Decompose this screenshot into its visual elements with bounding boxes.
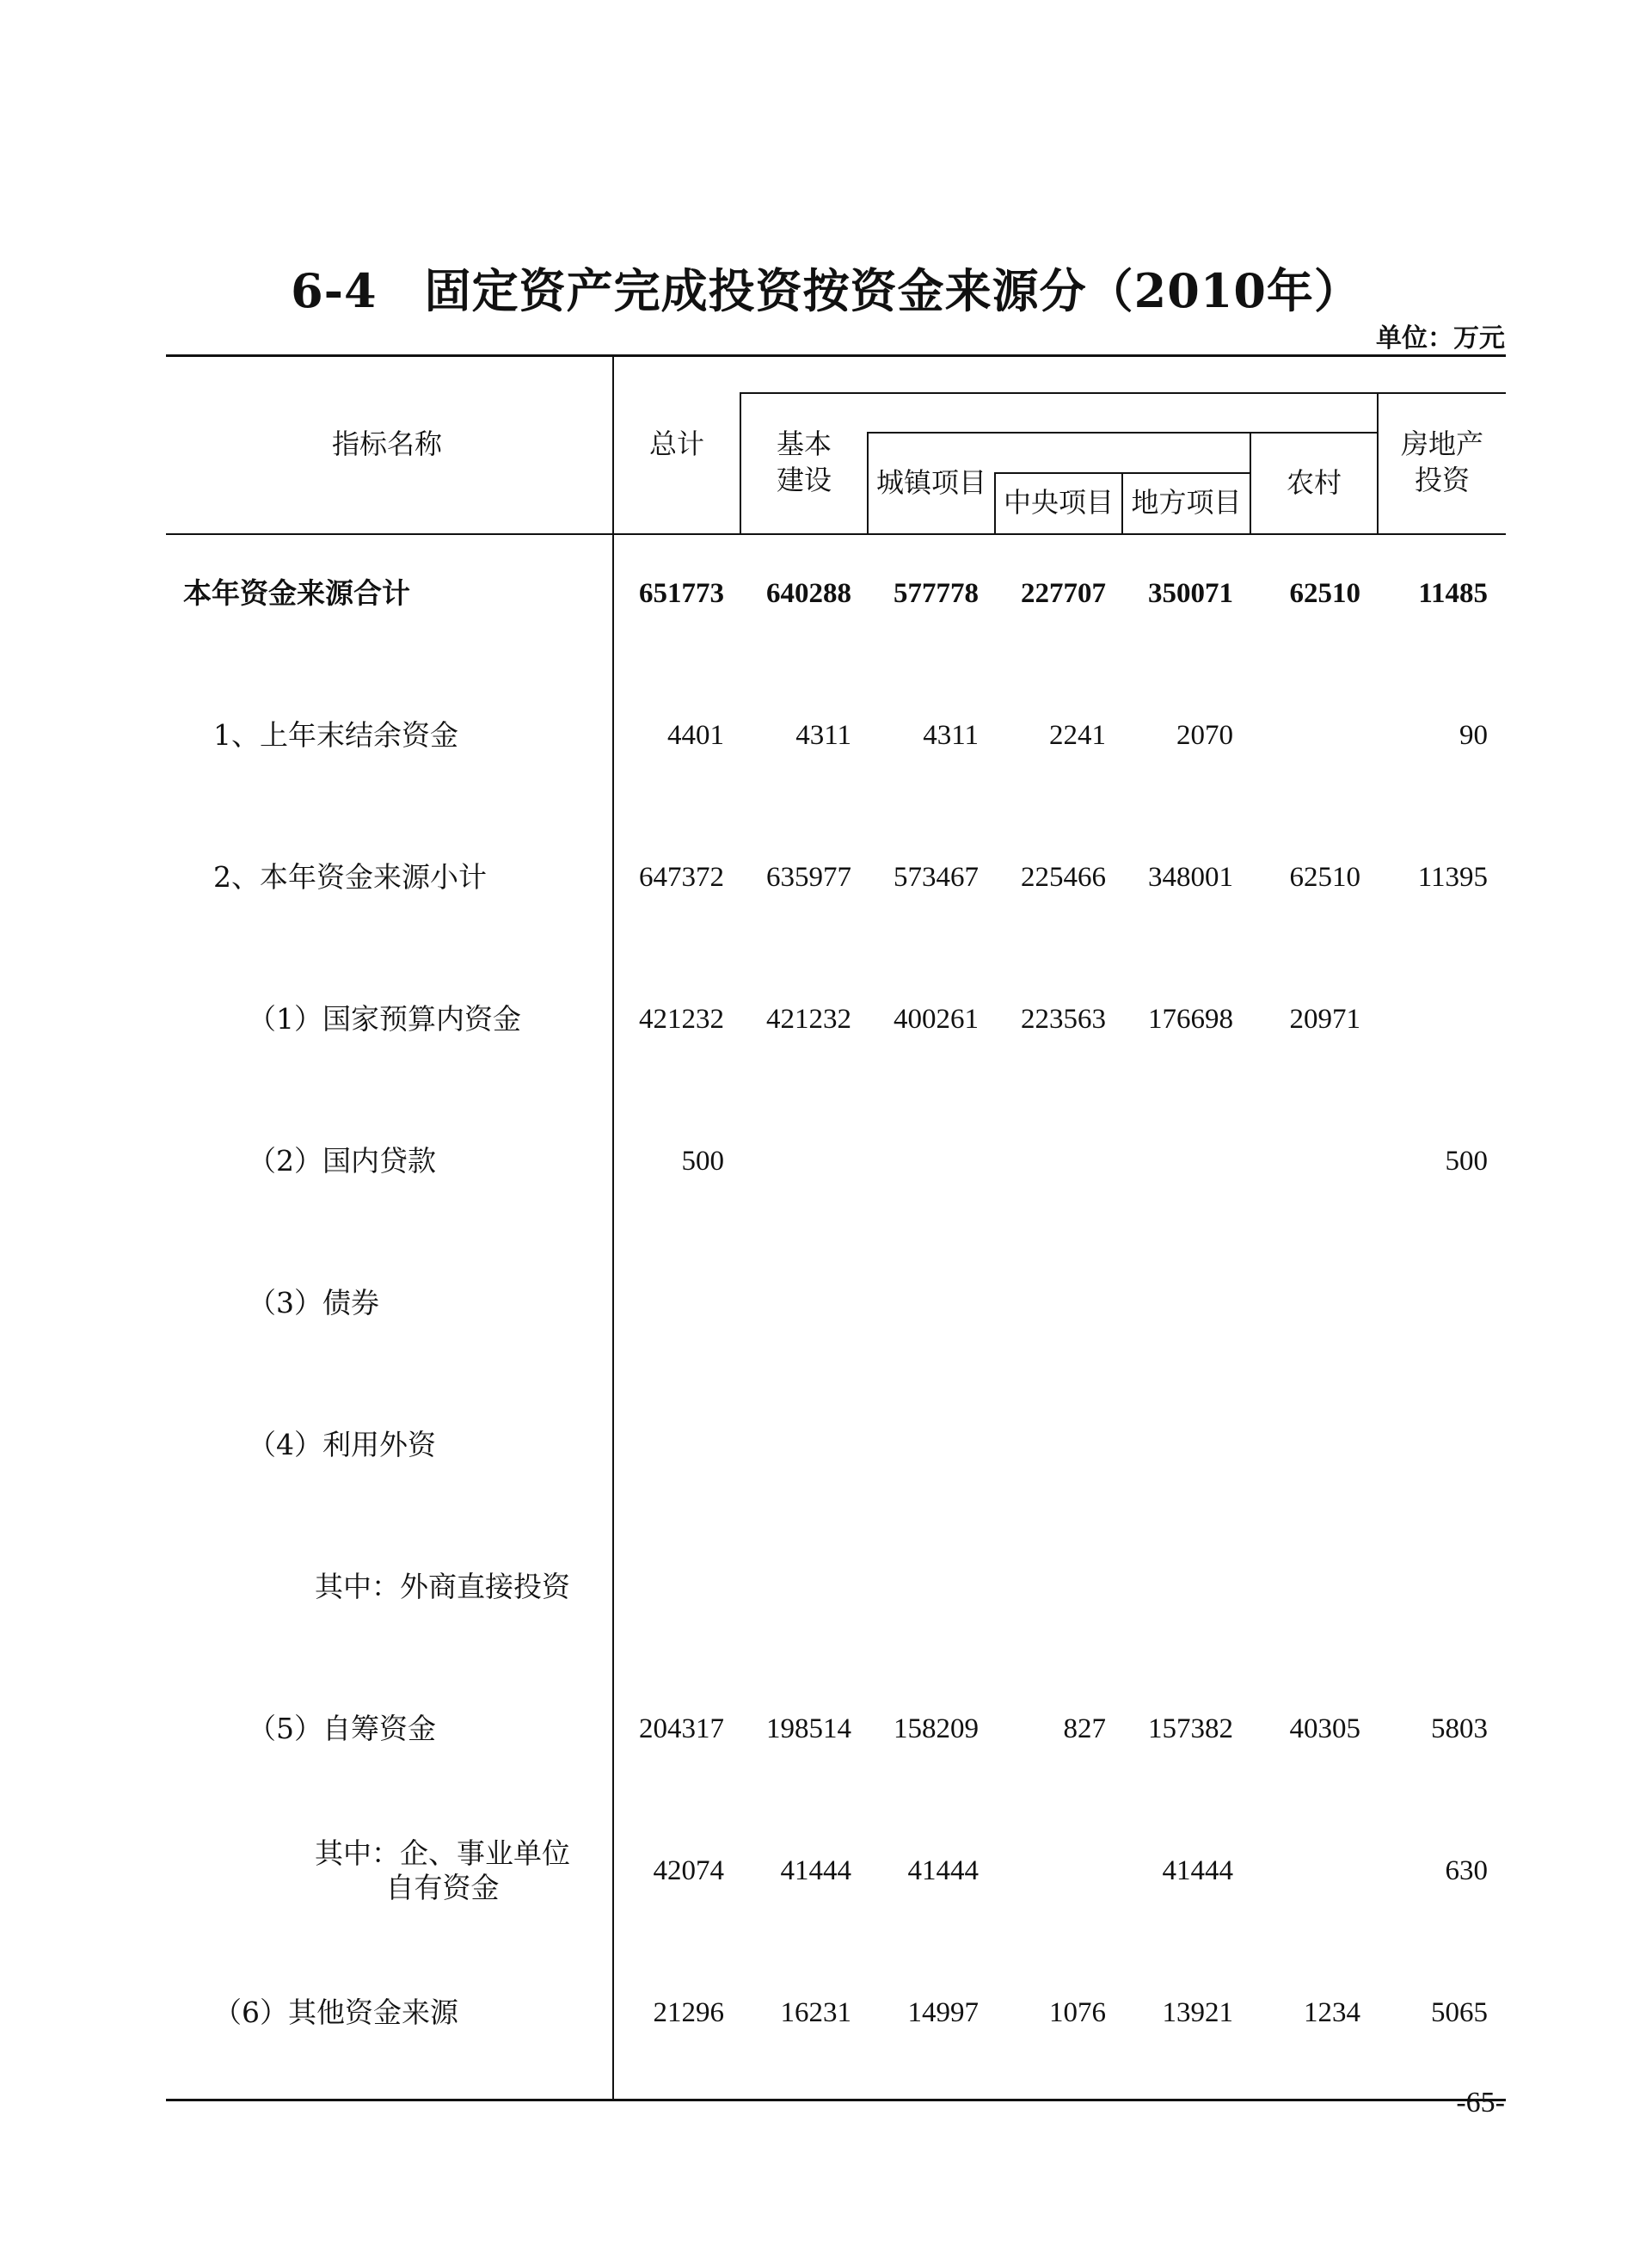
row-value: 500 bbox=[681, 1146, 724, 1177]
row-value: 40305 bbox=[1289, 1713, 1360, 1744]
row-label: 其中：企、事业单位 自有资金 bbox=[315, 1836, 570, 1904]
row-value: 11485 bbox=[1418, 578, 1488, 609]
row-label: （5）自筹资金 bbox=[248, 1712, 436, 1745]
row-value: 225466 bbox=[1021, 862, 1106, 893]
row-value: 223563 bbox=[1021, 1004, 1106, 1035]
row-value: 21296 bbox=[653, 1997, 724, 2028]
row-value: 4401 bbox=[667, 720, 724, 751]
row-value: 198514 bbox=[766, 1713, 851, 1744]
row-value: 16231 bbox=[780, 1997, 851, 2028]
row-value: 421232 bbox=[639, 1004, 724, 1035]
row-value: 4311 bbox=[923, 720, 979, 751]
row-value: 500 bbox=[1445, 1146, 1488, 1177]
row-value: 41444 bbox=[907, 1855, 979, 1886]
row-value: 647372 bbox=[639, 862, 724, 893]
row-value: 651773 bbox=[639, 578, 724, 609]
row-value: 2070 bbox=[1176, 720, 1233, 751]
row-label: 其中：外商直接投资 bbox=[315, 1570, 570, 1603]
indicator-column-rule bbox=[612, 354, 614, 2100]
row-value: 421232 bbox=[766, 1004, 851, 1035]
header-rule-level2 bbox=[867, 432, 1377, 434]
row-value: 5065 bbox=[1431, 1997, 1488, 2028]
header-local: 地方项目 bbox=[1131, 486, 1242, 519]
row-value: 1234 bbox=[1304, 1997, 1360, 2028]
header-rural: 农村 bbox=[1286, 466, 1342, 499]
row-value: 1076 bbox=[1049, 1997, 1106, 2028]
row-value: 62510 bbox=[1289, 862, 1360, 893]
row-value: 827 bbox=[1063, 1713, 1106, 1744]
header-bottom-rule bbox=[166, 533, 1506, 535]
row-label: （2）国内贷款 bbox=[248, 1144, 436, 1178]
page-number: -65- bbox=[1456, 2087, 1505, 2119]
row-label: （3）债券 bbox=[248, 1286, 379, 1319]
row-value: 577778 bbox=[894, 578, 979, 609]
row-value: 573467 bbox=[894, 862, 979, 893]
row-label: 本年资金来源合计 bbox=[183, 576, 410, 610]
row-value: 20971 bbox=[1289, 1004, 1360, 1035]
header-total: 总计 bbox=[648, 427, 704, 460]
unit-label: 单位：万元 bbox=[1376, 323, 1505, 354]
row-value: 635977 bbox=[766, 862, 851, 893]
table-top-rule bbox=[166, 354, 1506, 357]
row-value: 42074 bbox=[653, 1855, 724, 1886]
row-value: 62510 bbox=[1289, 578, 1360, 609]
row-label: （4）利用外资 bbox=[248, 1428, 436, 1461]
header-indicator: 指标名称 bbox=[331, 427, 442, 460]
row-label: 2、本年资金来源小计 bbox=[213, 860, 487, 894]
row-label: 1、上年末结余资金 bbox=[213, 718, 458, 752]
row-value: 14997 bbox=[907, 1997, 979, 2028]
table-bottom-rule bbox=[166, 2099, 1506, 2101]
row-value: 11395 bbox=[1417, 862, 1488, 893]
row-value: 157382 bbox=[1148, 1713, 1233, 1744]
header-basic: 基本 建设 bbox=[776, 427, 832, 496]
row-value: 640288 bbox=[766, 578, 851, 609]
row-value: 158209 bbox=[894, 1713, 979, 1744]
header-rule-level1 bbox=[740, 392, 1506, 394]
row-value: 41444 bbox=[780, 1855, 851, 1886]
row-value: 204317 bbox=[639, 1713, 724, 1744]
header-central: 中央项目 bbox=[1003, 486, 1114, 519]
row-value: 90 bbox=[1459, 720, 1488, 751]
row-value: 5803 bbox=[1431, 1713, 1488, 1744]
row-value: 350071 bbox=[1148, 578, 1233, 609]
row-value: 348001 bbox=[1148, 862, 1233, 893]
row-value: 400261 bbox=[894, 1004, 979, 1035]
row-value: 176698 bbox=[1148, 1004, 1233, 1035]
row-value: 13921 bbox=[1162, 1997, 1233, 2028]
row-value: 4311 bbox=[795, 720, 851, 751]
row-value: 227707 bbox=[1021, 578, 1106, 609]
row-value: 630 bbox=[1445, 1855, 1488, 1886]
page-title: 6-4 固定资产完成投资按资金来源分（2010年） bbox=[291, 263, 1361, 318]
header-realestate: 房地产 投资 bbox=[1400, 427, 1483, 496]
row-value: 2241 bbox=[1049, 720, 1106, 751]
row-value: 41444 bbox=[1162, 1855, 1233, 1886]
header-urban: 城镇项目 bbox=[875, 466, 986, 499]
row-label: （1）国家预算内资金 bbox=[248, 1002, 521, 1036]
row-label: （6）其他资金来源 bbox=[213, 1996, 458, 2029]
